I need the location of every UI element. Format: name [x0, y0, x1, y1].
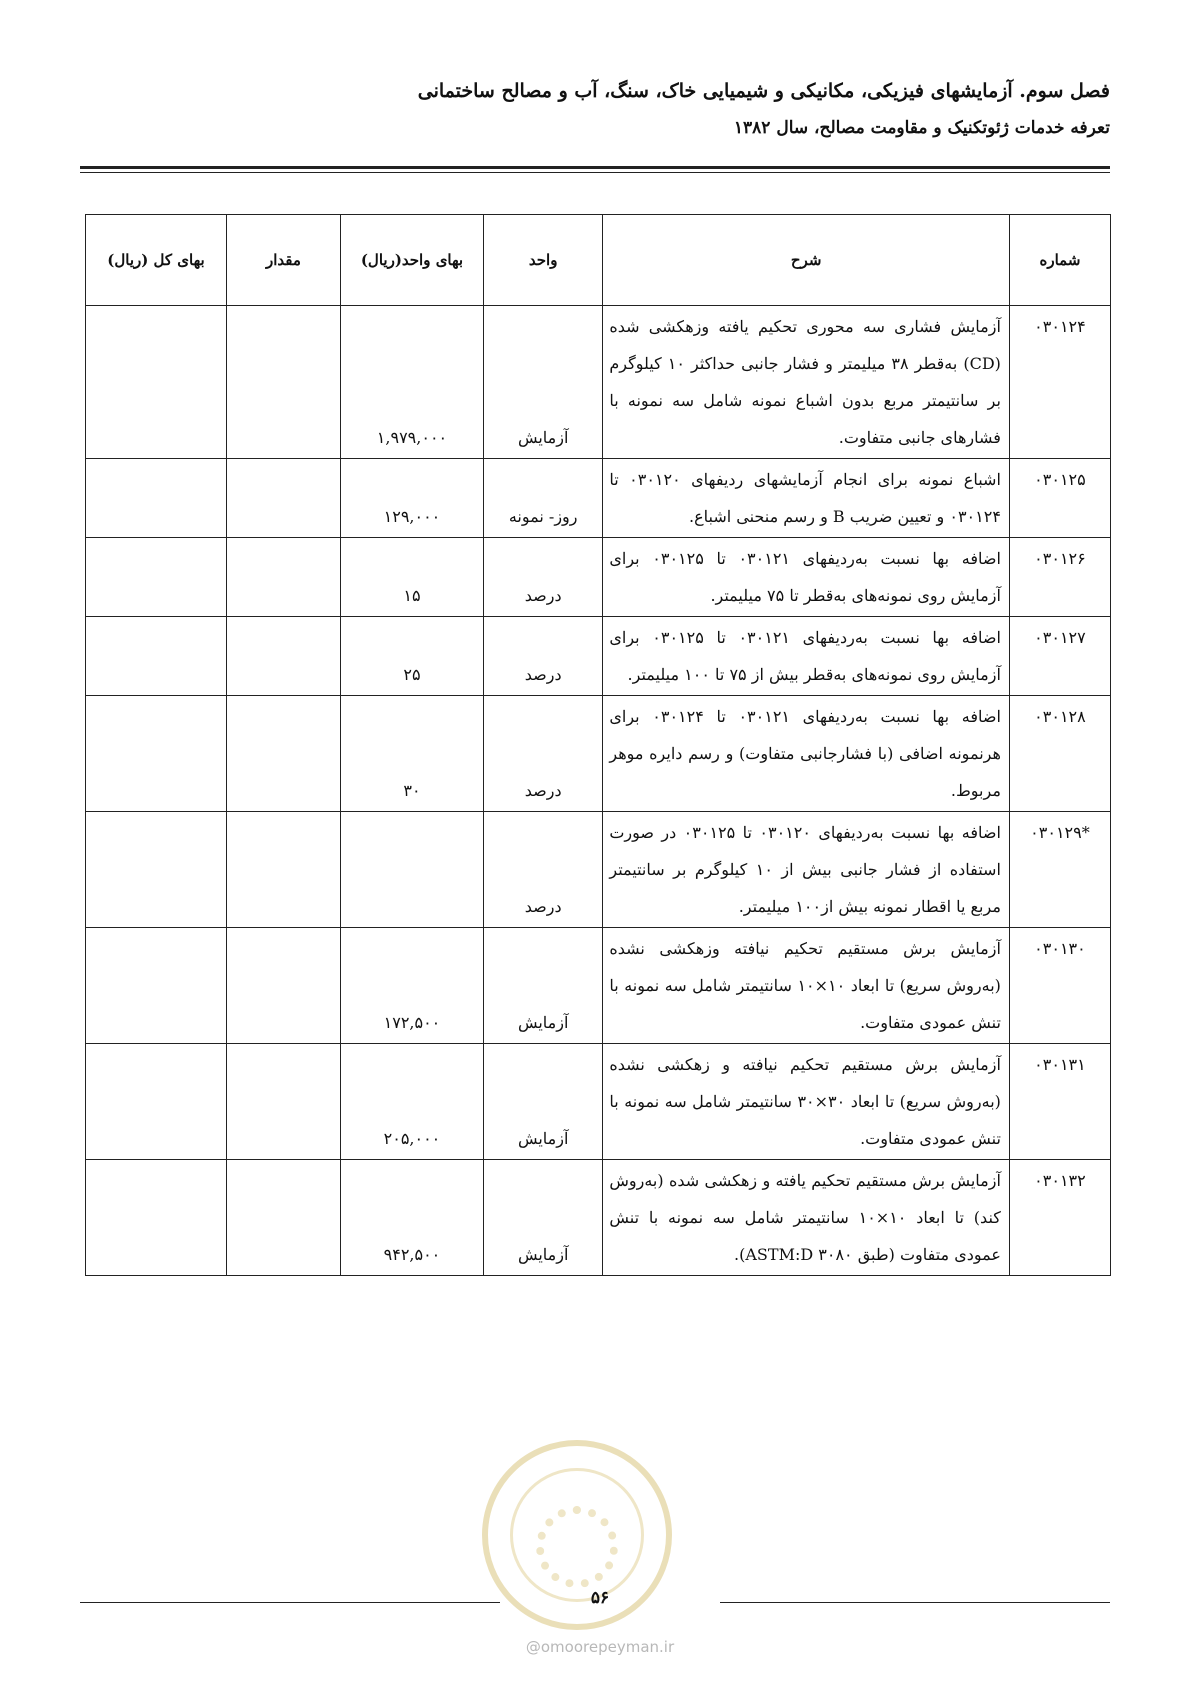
row-total [86, 812, 227, 928]
row-total [86, 696, 227, 812]
watermark-gear [536, 1506, 618, 1588]
row-total [86, 928, 227, 1044]
tariff-table [85, 214, 1111, 1276]
header-rule-thick [80, 166, 1110, 169]
row-quantity [226, 306, 340, 459]
row-unit: درصد [483, 812, 602, 928]
table-row [86, 1044, 1111, 1160]
table-row [86, 1160, 1111, 1276]
row-total [86, 306, 227, 459]
row-unit: درصد [483, 617, 602, 696]
row-total [86, 1044, 227, 1160]
row-unit: آزمایش [483, 1160, 602, 1276]
row-unit: آزمایش [483, 1044, 602, 1160]
row-quantity [226, 696, 340, 812]
header-quantity: مقدار [226, 215, 340, 306]
row-number: ۰۳۰۱۲۷ [1009, 617, 1110, 696]
row-unit-price: ۲۵ [340, 617, 483, 696]
row-number: ۰۳۰۱۲۴ [1009, 306, 1110, 459]
row-total [86, 459, 227, 538]
row-unit: روز- نمونه [483, 459, 602, 538]
row-description: اضافه بها نسبت به‌ردیفهای ۰۳۰۱۲۱ تا ۰۳۰۱۲۵ برای آزمایش روی نمونه‌های به‌قطر بیش از ۷۵ تا ۱۰۰ میلیمتر. [603, 617, 1010, 696]
row-number: ۰۳۰۱۲۶ [1009, 538, 1110, 617]
row-quantity [226, 1044, 340, 1160]
row-total [86, 1160, 227, 1276]
row-quantity [226, 538, 340, 617]
row-unit-price: ۱,۹۷۹,۰۰۰ [340, 306, 483, 459]
table-row [86, 538, 1111, 617]
header-number: شماره [1009, 215, 1110, 306]
header-unit-price: بهای واحد(ریال) [340, 215, 483, 306]
site-watermark-text: @omoorepeyman.ir [525, 1638, 675, 1656]
row-quantity [226, 812, 340, 928]
row-description: اضافه بها نسبت به‌ردیفهای ۰۳۰۱۲۰ تا ۰۳۰۱۲۵ در صورت استفاده از فشار جانبی بیش از ۱۰ کیلوگرم بر سانتیمتر مربع یا اقطار نمونه بیش از۱۰۰ میلیمتر. [603, 812, 1010, 928]
row-unit-price [340, 812, 483, 928]
row-quantity [226, 1160, 340, 1276]
document-subtitle: تعرفه خدمات ژئوتکنیک و مقاومت مصالح، سال ۱۳۸۲ [733, 118, 1110, 138]
chapter-title: فصل سوم. آزمایشهای فیزیکی، مکانیکی و شیمیایی خاک، سنگ، آب و مصالح ساختمانی [417, 80, 1110, 102]
page-header [80, 78, 1110, 140]
row-description: آزمایش برش مستقیم تحکیم نیافته وزهکشی نشده (به‌روش سریع) تا ابعاد ۱۰×۱۰ سانتیمتر شامل سه نمونه با تنش عمودی متفاوت. [603, 928, 1010, 1044]
table-header-row [86, 215, 1111, 306]
table-row [86, 459, 1111, 538]
header-rule-thin [80, 172, 1110, 173]
row-description: اضافه بها نسبت به‌ردیفهای ۰۳۰۱۲۱ تا ۰۳۰۱۲۵ برای آزمایش روی نمونه‌های به‌قطر تا ۷۵ میلیمتر. [603, 538, 1010, 617]
row-description: اضافه بها نسبت به‌ردیفهای ۰۳۰۱۲۱ تا ۰۳۰۱۲۴ برای هرنمونه اضافی (با فشارجانبی متفاوت) و رسم دایره موهر مربوط. [603, 696, 1010, 812]
row-number: ۰۳۰۱۳۰ [1009, 928, 1110, 1044]
row-number: ۰۳۰۱۳۲ [1009, 1160, 1110, 1276]
row-description: آزمایش برش مستقیم تحکیم نیافته و زهکشی نشده (به‌روش سریع) تا ابعاد ۳۰×۳۰ سانتیمتر شامل سه نمونه با تنش عمودی متفاوت. [603, 1044, 1010, 1160]
row-unit-price: ۱۷۲,۵۰۰ [340, 928, 483, 1044]
header-total: بهای کل (ریال) [86, 215, 227, 306]
row-description: آزمایش فشاری سه محوری تحکیم یافته وزهکشی شده (CD) به‌قطر ۳۸ میلیمتر و فشار جانبی حداکثر ۱۰ کیلوگرم بر سانتیمتر مربع بدون اشباع نمونه شامل سه نمونه با فشارهای جانبی متفاوت. [603, 306, 1010, 459]
header-description: شرح [603, 215, 1010, 306]
table-row [86, 812, 1111, 928]
row-unit-price: ۲۰۵,۰۰۰ [340, 1044, 483, 1160]
table-row [86, 617, 1111, 696]
row-quantity [226, 928, 340, 1044]
footer-rule-left [80, 1602, 500, 1603]
row-number: ۰۳۰۱۲۸ [1009, 696, 1110, 812]
row-quantity [226, 617, 340, 696]
page-number: ۵۶ [590, 1588, 610, 1608]
row-description: آزمایش برش مستقیم تحکیم یافته و زهکشی شده (به‌روش کند) تا ابعاد ۱۰×۱۰ سانتیمتر شامل سه نمونه با تنش عمودی متفاوت (طبق ASTM:D ۳۰۸۰). [603, 1160, 1010, 1276]
row-quantity [226, 459, 340, 538]
row-unit-price: ۹۴۲,۵۰۰ [340, 1160, 483, 1276]
row-unit: درصد [483, 696, 602, 812]
row-total [86, 538, 227, 617]
row-unit-price: ۱۲۹,۰۰۰ [340, 459, 483, 538]
row-unit: درصد [483, 538, 602, 617]
table-row [86, 306, 1111, 459]
footer-rule-right [720, 1602, 1110, 1603]
row-unit: آزمایش [483, 306, 602, 459]
row-number: ۰۳۰۱۲۵ [1009, 459, 1110, 538]
row-unit: آزمایش [483, 928, 602, 1044]
table-row [86, 696, 1111, 812]
row-unit-price: ۱۵ [340, 538, 483, 617]
header-unit: واحد [483, 215, 602, 306]
row-number: *۰۳۰۱۲۹ [1009, 812, 1110, 928]
row-unit-price: ۳۰ [340, 696, 483, 812]
row-description: اشباع نمونه برای انجام آزمایشهای ردیفهای ۰۳۰۱۲۰ تا ۰۳۰۱۲۴ و تعیین ضریب B و رسم منحنی اشباع. [603, 459, 1010, 538]
row-number: ۰۳۰۱۳۱ [1009, 1044, 1110, 1160]
row-total [86, 617, 227, 696]
table-row [86, 928, 1111, 1044]
